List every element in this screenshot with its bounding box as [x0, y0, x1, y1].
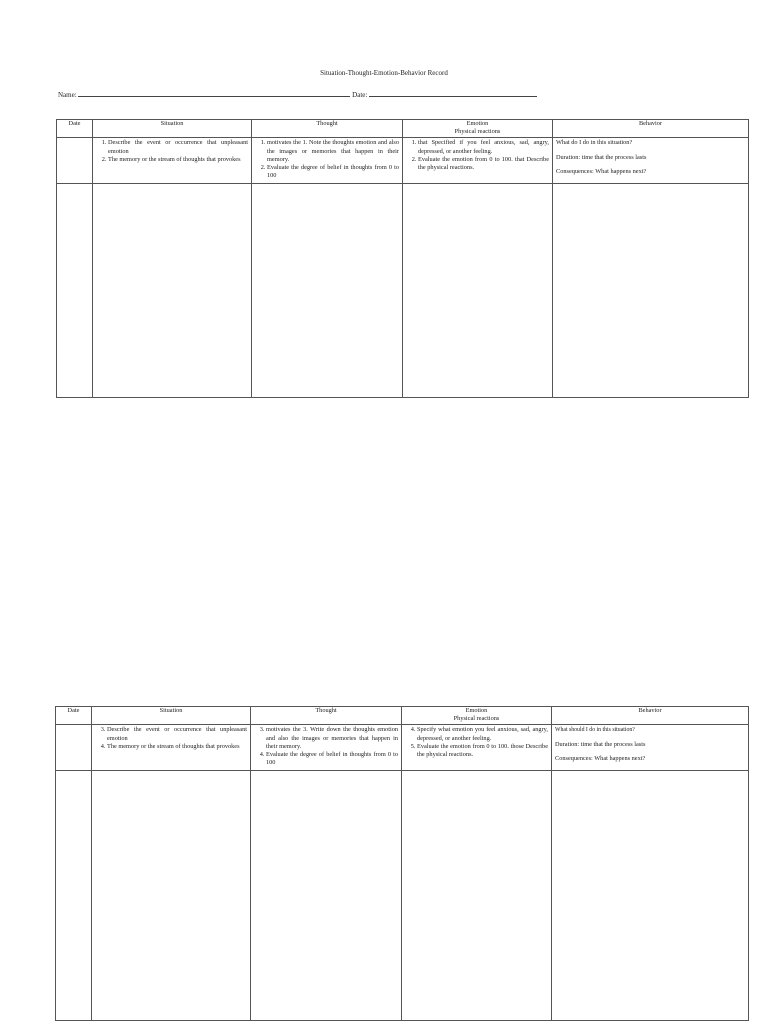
entry-thought-cell[interactable] [251, 771, 402, 1021]
entry-behavior-cell[interactable] [552, 771, 749, 1021]
emotion-step: 1. that Specified if you feel anxious, sad, angry, depressed, or another feeling. [418, 139, 549, 155]
header-date: Date [56, 707, 92, 725]
emotion-step: 5. Evaluate the emotion from 0 to 100. those Describe the physical reactions. [417, 743, 548, 759]
entry-date-cell[interactable] [57, 184, 93, 398]
header-behavior: Behavior [552, 707, 749, 725]
header-situation: Situation [93, 120, 252, 138]
instruction-thought-cell [251, 725, 402, 771]
header-emotion-label: Emotion [466, 120, 489, 127]
instruction-row [57, 138, 749, 184]
behavior-question: What do I do in this situation? [556, 139, 633, 147]
situation-step: 1. Describe the event or occurrence that unpleasant emotion [108, 139, 248, 155]
entry-thought-cell[interactable] [252, 184, 403, 398]
entry-emotion-cell[interactable] [403, 184, 553, 398]
situation-step: 2. The memory or the stream of thoughts that provokes [108, 156, 248, 164]
instruction-date-cell [57, 138, 93, 184]
emotion-step: 2. Evaluate the emotion from 0 to 100. that Describe the physical reactions. [418, 156, 549, 172]
instruction-emotion-cell [402, 725, 552, 771]
header-emotion-sub: Physical reactions [454, 128, 501, 136]
date-label: Date: [352, 91, 368, 99]
instruction-date-cell [56, 725, 92, 771]
behavior-duration: Duration: time that the process lasts [556, 153, 647, 161]
header-row [56, 707, 749, 725]
thought-step: 4. Evaluate the degree of belief in thoughts from 0 to 100 [266, 751, 398, 767]
date-field[interactable] [369, 90, 537, 97]
header-emotion [403, 120, 553, 138]
instruction-situation-cell [93, 138, 252, 184]
thought-step: 1. motivates the 1. Note the thoughts emotion and also the images or memories that happen in their memory. [267, 139, 399, 164]
entry-row [57, 184, 749, 398]
entry-situation-cell[interactable] [93, 184, 252, 398]
behavior-consequences: Consequences: What happens next? [556, 167, 647, 175]
entry-date-cell[interactable] [56, 771, 92, 1021]
record-table-2 [55, 706, 749, 1021]
page-title: Situation-Thought-Emotion-Behavior Record [320, 69, 448, 77]
thought-step: 2. Evaluate the degree of belief in thoughts from 0 to 100 [267, 164, 399, 180]
behavior-duration: Duration: time that the process lasts [555, 740, 646, 748]
instruction-emotion-cell [403, 138, 553, 184]
instruction-thought-cell [252, 138, 403, 184]
header-emotion-sub: Physical reactions [453, 715, 500, 723]
situation-step: 3. Describe the event or occurrence that unpleasant emotion [107, 726, 247, 742]
instruction-row [56, 725, 749, 771]
name-label: Name: [58, 91, 77, 99]
behavior-consequences: Consequences: What happens next? [555, 754, 646, 762]
header-row [57, 120, 749, 138]
emotion-step: 4. Specify what emotion you feel anxious, sad, angry, depressed, or another feeling. [417, 726, 548, 742]
instruction-behavior-cell [553, 138, 749, 184]
header-thought: Thought [252, 120, 403, 138]
behavior-question: What should I do in this situation? [555, 727, 635, 734]
instruction-behavior-cell [552, 725, 749, 771]
name-field[interactable] [78, 90, 350, 97]
entry-behavior-cell[interactable] [553, 184, 749, 398]
header-date: Date [57, 120, 93, 138]
record-table-1 [56, 119, 749, 398]
instruction-situation-cell [92, 725, 251, 771]
entry-row [56, 771, 749, 1021]
entry-situation-cell[interactable] [92, 771, 251, 1021]
header-thought: Thought [251, 707, 402, 725]
header-behavior: Behavior [553, 120, 749, 138]
name-date-line [58, 90, 558, 99]
header-situation: Situation [92, 707, 251, 725]
situation-step: 4. The memory or the stream of thoughts that provokes [107, 743, 247, 751]
thought-step: 3. motivates the 3. Write down the thoughts emotion and also the images or memories that happen in their memory. [266, 726, 398, 751]
entry-emotion-cell[interactable] [402, 771, 552, 1021]
header-emotion-label: Emotion [465, 707, 488, 714]
header-emotion [402, 707, 552, 725]
